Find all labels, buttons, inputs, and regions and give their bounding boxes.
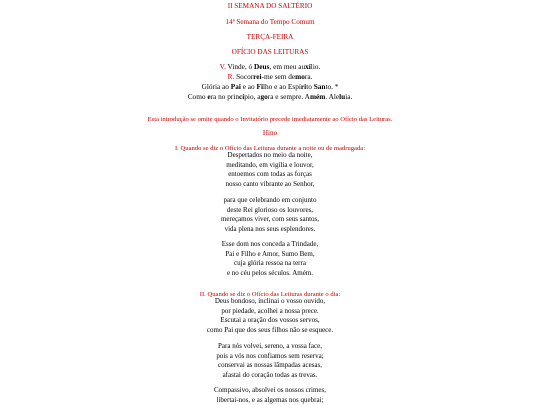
hymn-stanza-1 [0, 151, 540, 189]
invitatory-block [0, 62, 540, 102]
hymn-rubric-day: II. Quando se diz o Ofício das Leituras durante o dia: [199, 290, 341, 298]
psalter-week-heading: II SEMANA DO SALTÉRIO [227, 2, 313, 10]
ordinary-time-week-heading: 14ª Semana do Tempo Comum [225, 18, 315, 26]
verse-line: Escutai a oração dos vossos servos, [220, 316, 320, 324]
hymn-stanza-5 [0, 342, 540, 380]
hymn-title: Hino [262, 129, 278, 138]
verse-line: Despertados no meio da noite, [227, 151, 313, 159]
verse-line: meditando, em vigília e louvor, [226, 160, 314, 169]
verse-line: Esse dom nos conceda a Trindade, [221, 240, 319, 248]
versicle-marker: V. [219, 62, 226, 71]
verse-line: libertai-nos, e as algemas nos quebrai; [216, 395, 324, 404]
verse-line: vida plena nos seus esplendores. [224, 224, 316, 233]
hymn-stanza-3 [0, 240, 540, 278]
verse-line: nosso canto vibrante ao Senhor, [225, 179, 315, 188]
hymn-rubric-night: I. Quando se diz o Ofício das Leituras durante a noite ou de madrugada: [174, 144, 366, 152]
office-heading: OFÍCIO DAS LEITURAS [231, 48, 309, 56]
verse-line: e no céu pelos séculos. Amém. [226, 268, 314, 277]
verse-line: como Pai que dos seus filhos não se esquece. [206, 325, 334, 334]
verse-line: afastai do coração todas as trevas. [222, 370, 318, 379]
verse-line: entoemos com todas as forças [228, 170, 312, 178]
omission-note: Esta introdução se omite quando o Invitatório precede imediatamente ao Ofício das Leituras. [147, 115, 393, 123]
weekday-heading: TERÇA-FEIRA [246, 33, 294, 41]
verse-line: cuja glória ressoa na terra [234, 259, 306, 267]
gloria-line-1: Glória ao Pai e ao Filho e ao Espírito Santo. * [201, 82, 339, 91]
gloria-line-2: Como era no princípio, agora e sempre. Amém. Aleluia. [187, 92, 353, 101]
verse-line: mereçamos viver, com seus santos, [220, 215, 320, 223]
verse-line: Deus bondoso, inclinai o vosso ouvido, [214, 297, 326, 305]
response-line: R. Socorrei-me sem demora. [227, 72, 313, 81]
verse-line: Compassivo, absolvei os nossos crimes, [214, 386, 326, 394]
verse-line: conservai as nossas lâmpadas acesas, [218, 361, 322, 369]
verse-line: Pai e Filho e Amor, Sumo Bem, [225, 249, 315, 258]
hymn-stanza-4 [0, 297, 540, 335]
hymn-stanza-2 [0, 196, 540, 234]
verse-line: deste Rei glorioso os louvores, [226, 205, 314, 214]
hymn-stanza-6 [0, 386, 540, 405]
verse-line: Para nós volvei, sereno, a vossa face, [218, 342, 322, 350]
verse-line: por piedade, acolhei a nossa prece. [221, 306, 319, 315]
verse-line: para que celebrando em conjunto [223, 196, 317, 204]
response-marker: R. [227, 72, 235, 81]
versicle-line: V. Vinde, ó Deus, em meu auxílio. [219, 62, 321, 71]
verse-line: pois a vós nos confiamos sem reserva; [216, 351, 324, 360]
